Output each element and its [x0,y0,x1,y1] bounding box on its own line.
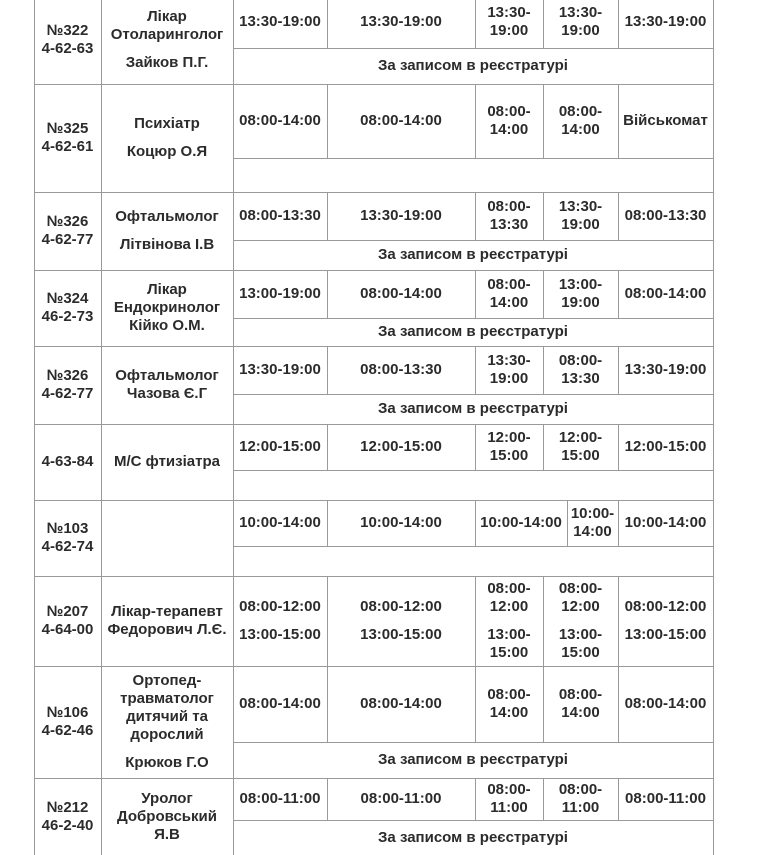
line-gap [360,616,442,626]
doctor-cell-line: Лікар [147,281,187,298]
appointment-note [233,470,713,500]
day-4-hours-line: 11:00 [561,799,600,816]
day-2-hours-line: 08:00-14:00 [360,285,442,302]
doctor-cell [101,424,233,500]
phone-number: 4-64-00 [41,621,94,638]
day-5-hours [618,270,713,318]
day-divider [475,84,476,158]
day-2-hours-line: 08:00-12:00 [360,598,442,615]
day-divider [327,778,328,820]
room-number: №103 [46,520,89,537]
day-5-hours-line: 12:00-15:00 [624,438,707,455]
day-4-hours [543,270,618,318]
phone-number: 4-62-63 [41,40,94,57]
line-gap [559,616,602,626]
day-4-hours-line: 13:30- [558,4,603,21]
day-3-hours-line: 13:30- [487,352,531,369]
day-divider [543,666,544,742]
day-5-hours [618,192,713,240]
day-5-hours [618,84,713,158]
line-gap [487,616,530,626]
day-divider [475,346,476,394]
day-divider [618,270,619,318]
room-cell [34,192,101,270]
day-4-hours-line: 19:00 [561,216,600,233]
day-1-hours [233,500,327,546]
day-divider [327,576,328,666]
doctor-cell-line: Отоларинголог [110,26,224,43]
phone-number: 4-62-77 [41,385,94,402]
doctor-cell-line: Коцюр О.Я [126,143,208,160]
line-gap [111,44,224,54]
day-5-hours-line: 08:00-14:00 [624,285,707,302]
doctor-cell-line: Крюков Г.О [125,754,209,771]
appointment-note: За записом в реєстратурі [378,828,568,846]
day-divider [543,778,544,820]
day-4-hours [543,778,618,820]
appointment-note: За записом в реєстратурі [378,246,568,263]
doctor-cell-line: Ортопед- [132,672,202,689]
day-1-hours-line: 12:00-15:00 [239,438,321,455]
day-divider [475,500,476,546]
day-5-hours-line: 13:30-19:00 [624,13,707,30]
day-4-hours [543,424,618,470]
day-divider [475,270,476,318]
day-5-hours-line: Військомат [623,112,708,129]
day-3-hours-line: 08:00- [487,580,531,597]
day-2-hours [327,778,475,820]
day-3-hours [475,666,543,742]
doctor-cell-line: Ендокринолог [113,299,221,316]
day-divider [475,778,476,820]
day-4-hours-line: 08:00- [558,686,603,703]
day-3-hours-line: 15:00 [489,644,529,661]
day-2-hours-line: 08:00-14:00 [360,695,442,712]
day-3-hours-line: 08:00- [487,198,531,215]
day-divider [618,84,619,158]
day-divider [618,666,619,742]
day-3-hours-line: 13:00- [487,626,531,643]
day-3-hours-line: 13:30- [487,4,531,21]
line-gap [127,133,207,143]
doctor-cell [101,270,233,346]
day-4-hours [567,500,618,546]
doctor-cell-line: Літвінова І.В [119,236,215,253]
doctor-cell-line: Психіатр [134,115,200,132]
day-1-hours [233,0,327,48]
day-3-hours [475,84,543,158]
doctor-cell-line: Офтальмолог [115,367,219,384]
doctor-cell-line: дорослий [130,726,204,743]
day-divider [567,500,568,546]
day-1-hours-line: 13:30-19:00 [239,361,321,378]
day-divider [475,576,476,666]
doctor-cell-line: Чазова Є.Г [126,385,208,402]
day-divider [327,424,328,470]
doctor-cell [101,576,233,666]
day-2-hours [327,346,475,394]
doctor-cell-line: Кійко О.М. [129,317,205,334]
room-number: №106 [46,704,89,721]
day-1-hours-line: 08:00-14:00 [239,112,321,129]
day-5-hours-line: 08:00-11:00 [625,790,706,807]
day-5-hours-line: 10:00-14:00 [624,514,707,531]
day-divider [543,424,544,470]
day-divider [327,666,328,742]
room-cell [34,0,101,84]
appointment-note: За записом в реєстратурі [378,57,568,74]
room-cell [34,576,101,666]
room-number: №207 [46,603,89,620]
day-1-hours-line: 08:00-12:00 [239,598,321,615]
day-2-hours [327,424,475,470]
room-number: №326 [46,367,89,384]
day-4-hours [543,0,618,48]
day-2-hours-line: 08:00-14:00 [360,112,442,129]
doctor-cell [101,666,233,778]
day-4-hours-line: 14:00 [573,523,612,540]
day-divider [543,270,544,318]
room-cell [34,500,101,576]
doctor-cell-line: Зайков П.Г. [125,54,209,71]
day-4-hours-line: 19:00 [561,22,600,39]
day-divider [618,0,619,48]
day-5-hours [618,576,713,666]
day-divider [475,0,476,48]
day-divider [327,346,328,394]
day-4-hours-line: 12:00- [558,429,603,446]
room-cell [34,424,101,500]
day-3-hours-line: 10:00-14:00 [480,514,562,531]
day-divider [475,424,476,470]
doctor-cell-line: Лікар [147,8,187,25]
day-4-hours [543,346,618,394]
day-5-hours [618,666,713,742]
day-3-hours [475,424,543,470]
appointment-note [233,158,713,192]
line-gap [120,744,214,754]
day-4-hours-line: 13:00- [558,626,603,643]
room-cell [34,84,101,192]
day-3-hours-line: 08:00- [487,781,531,798]
day-3-hours [475,778,543,820]
phone-number: 4-63-84 [41,453,94,470]
day-1-hours-line: 13:30-19:00 [239,13,321,30]
day-3-hours-line: 08:00- [487,276,531,293]
room-cell [34,778,101,855]
room-cell [34,666,101,778]
phone-number: 4-62-46 [41,722,94,739]
day-1-hours-line: 08:00-13:30 [239,207,321,224]
day-1-hours-line: 13:00-19:00 [239,285,321,302]
day-1-hours [233,270,327,318]
day-2-hours-line: 12:00-15:00 [360,438,442,455]
doctor-cell-line: Добровський [117,807,217,825]
room-number: №212 [46,798,89,816]
day-4-hours [543,192,618,240]
day-2-hours-line: 13:30-19:00 [360,13,442,30]
day-divider [618,192,619,240]
day-divider [543,192,544,240]
doctor-cell-line: Я.В [154,825,180,843]
day-divider [475,666,476,742]
line-gap [239,616,321,626]
day-4-hours-line: 08:00- [558,580,603,597]
room-cell [34,346,101,424]
day-2-hours [327,500,475,546]
day-4-hours-line: 13:30- [558,198,603,215]
day-1-hours-line: 13:00-15:00 [239,626,321,643]
day-divider [543,84,544,158]
day-divider [327,192,328,240]
room-number: №326 [46,213,89,230]
day-divider [327,500,328,546]
line-gap [115,226,218,236]
day-3-hours-line: 14:00 [489,121,529,138]
day-3-hours [475,0,543,48]
day-1-hours [233,346,327,394]
day-3-hours-line: 15:00 [489,447,529,464]
day-4-hours [543,576,618,666]
day-2-hours [327,84,475,158]
day-4-hours [543,666,618,742]
day-divider [618,778,619,820]
day-4-hours-line: 08:00- [558,103,603,120]
day-4-hours-line: 08:00- [558,781,603,798]
day-2-hours [327,576,475,666]
phone-number: 4-62-77 [41,231,94,248]
day-3-hours-line: 12:00 [489,598,529,615]
day-divider [327,270,328,318]
day-5-hours [618,0,713,48]
day-5-hours-line: 08:00-14:00 [624,695,707,712]
day-2-hours-line: 13:30-19:00 [360,207,442,224]
day-2-hours-line: 10:00-14:00 [360,514,442,531]
day-2-hours-line: 08:00-13:30 [360,361,442,378]
day-3-hours-line: 19:00 [489,370,529,387]
day-divider [543,346,544,394]
day-3-hours-line: 19:00 [489,22,529,39]
doctor-cell [101,84,233,192]
day-5-hours-line: 13:30-19:00 [624,361,707,378]
day-4-hours-line: 14:00 [561,704,600,721]
doctor-cell [101,778,233,855]
day-1-hours [233,778,327,820]
day-3-hours [475,500,567,546]
room-number: №325 [46,120,89,137]
day-3-hours-line: 13:30 [489,216,529,233]
day-1-hours-line: 08:00-14:00 [239,695,321,712]
doctor-cell [101,0,233,84]
day-divider [327,84,328,158]
day-5-hours [618,778,713,820]
doctor-cell-line: Федорович Л.Є. [107,621,227,638]
table-right-border [713,0,714,855]
day-1-hours [233,84,327,158]
doctor-cell-line: Уролог [141,789,193,807]
day-1-hours [233,192,327,240]
doctor-column-border [233,0,234,855]
day-1-hours [233,576,327,666]
day-3-hours-line: 11:00 [490,799,528,816]
room-number: №324 [46,290,89,307]
day-5-hours-line: 08:00-13:30 [624,207,707,224]
day-4-hours-line: 10:00- [570,505,615,522]
doctor-cell-line: Лікар-терапевт [111,603,223,620]
day-divider [618,500,619,546]
day-1-hours [233,666,327,742]
day-4-hours-line: 15:00 [561,447,600,464]
room-column-border [101,0,102,855]
day-4-hours-line: 19:00 [561,294,600,311]
day-3-hours [475,270,543,318]
doctor-cell [101,500,233,576]
room-number: №322 [46,22,89,39]
doctor-cell [101,192,233,270]
day-2-hours [327,192,475,240]
doctor-cell [101,346,233,424]
day-2-hours [327,270,475,318]
day-divider [618,346,619,394]
day-4-hours-line: 15:00 [561,644,600,661]
day-3-hours-line: 08:00- [487,686,531,703]
day-4-hours-line: 13:00- [558,276,603,293]
day-5-hours [618,500,713,546]
appointment-note: За записом в реєстратурі [378,323,568,340]
day-divider [475,192,476,240]
day-4-hours-line: 12:00 [561,598,600,615]
day-3-hours-line: 12:00- [487,429,531,446]
appointment-note: За записом в реєстратурі [378,751,568,768]
day-4-hours-line: 08:00- [558,352,603,369]
day-3-hours-line: 14:00 [489,294,529,311]
day-3-hours-line: 14:00 [489,704,529,721]
day-5-hours [618,424,713,470]
day-2-hours-line: 08:00-11:00 [360,790,442,807]
line-gap [625,616,707,626]
day-5-hours-line: 08:00-12:00 [624,598,707,615]
day-1-hours-line: 08:00-11:00 [239,790,321,807]
appointment-note [233,546,713,576]
day-divider [327,0,328,48]
phone-number: 4-62-74 [41,538,94,555]
day-1-hours [233,424,327,470]
day-2-hours [327,0,475,48]
day-2-hours [327,666,475,742]
table-left-border [34,0,35,855]
day-2-hours-line: 13:00-15:00 [360,626,442,643]
day-4-hours-line: 14:00 [561,121,600,138]
day-4-hours [543,84,618,158]
day-divider [618,576,619,666]
phone-number: 4-62-61 [41,138,94,155]
day-3-hours [475,192,543,240]
day-3-hours [475,346,543,394]
doctor-cell-line: М/С фтизіатра [114,453,220,470]
day-5-hours [618,346,713,394]
day-divider [543,0,544,48]
day-4-hours-line: 13:30 [561,370,600,387]
doctor-cell-line: дитячий та [126,708,208,725]
appointment-note: За записом в реєстратурі [378,400,568,417]
day-3-hours-line: 08:00- [487,103,531,120]
day-5-hours-line: 13:00-15:00 [624,626,707,643]
doctor-cell-line: Офтальмолог [115,208,219,225]
day-divider [618,424,619,470]
doctor-cell-line: травматолог [120,690,214,707]
day-1-hours-line: 10:00-14:00 [239,514,321,531]
day-divider [543,576,544,666]
phone-number: 46-2-73 [41,308,94,325]
day-3-hours [475,576,543,666]
phone-number: 46-2-40 [41,816,94,834]
room-cell [34,270,101,346]
